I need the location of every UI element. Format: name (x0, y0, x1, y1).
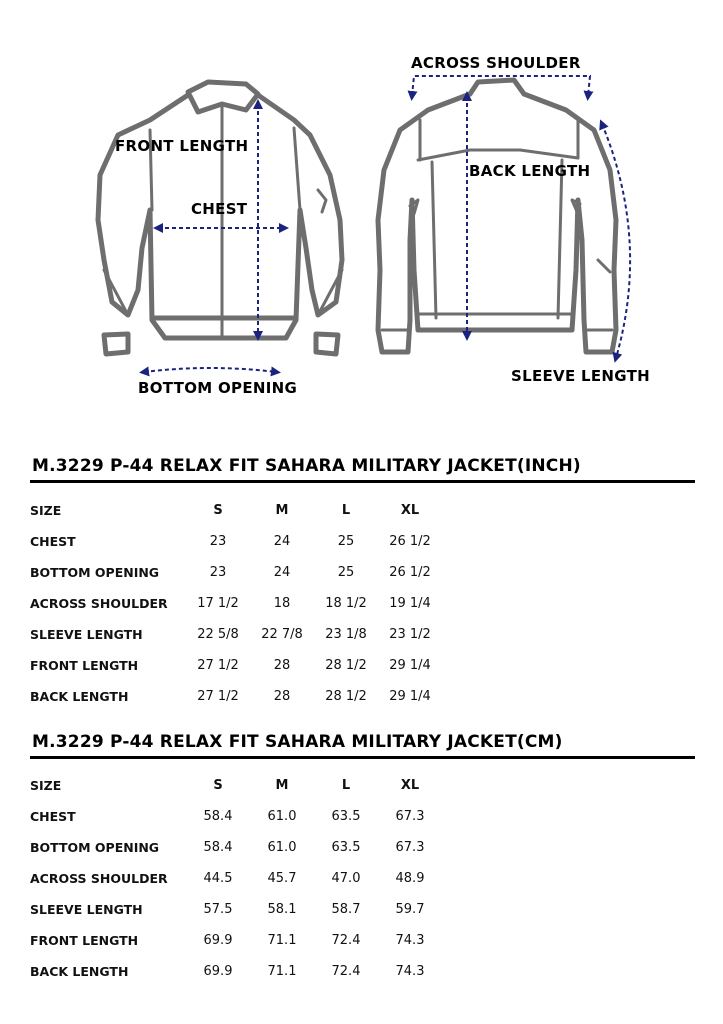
table-row (26, 863, 442, 894)
size-m-header: M (275, 503, 289, 518)
cell-value: 47.0 (331, 871, 361, 886)
cell-value: 22 5/8 (197, 627, 239, 642)
table-row (26, 557, 442, 588)
cm-size-table (26, 770, 442, 987)
bottom-opening-arrow (144, 368, 276, 372)
size-s-header: S (213, 503, 223, 518)
cell-value: 23 (209, 565, 227, 580)
cm-table-title: M.3229 P-44 RELAX FIT SAHARA MILITARY JACKET(CM) (32, 732, 563, 752)
row-label: ACROSS SHOULDER (30, 871, 168, 886)
measurement-diagram (0, 0, 723, 410)
size-xl-header: XL (400, 778, 420, 793)
cell-value: 26 1/2 (389, 534, 431, 549)
front-length-label: FRONT LENGTH (115, 137, 249, 155)
cell-value: 23 (209, 534, 227, 549)
cell-value: 48.9 (395, 871, 425, 886)
row-label: BACK LENGTH (30, 964, 129, 979)
cell-value: 71.1 (267, 933, 297, 948)
size-m-header: M (275, 778, 289, 793)
row-label: BACK LENGTH (30, 689, 129, 704)
cell-value: 45.7 (267, 871, 297, 886)
table-row (26, 801, 442, 832)
cell-value: 18 1/2 (325, 596, 367, 611)
cell-value: 25 (337, 534, 355, 549)
size-header: SIZE (30, 778, 62, 793)
row-label: BOTTOM OPENING (30, 565, 160, 580)
cell-value: 28 (273, 658, 291, 673)
cell-value: 24 (273, 565, 291, 580)
cell-value: 19 1/4 (389, 596, 431, 611)
row-label: SLEEVE LENGTH (30, 902, 143, 917)
size-l-header: L (341, 778, 351, 793)
cell-value: 69.9 (203, 933, 233, 948)
inch-table-divider (30, 480, 695, 483)
cell-value: 69.9 (203, 964, 233, 979)
table-row (26, 894, 442, 925)
size-l-header: L (341, 503, 351, 518)
row-label: ACROSS SHOULDER (30, 596, 168, 611)
table-row (26, 925, 442, 956)
row-label: CHEST (30, 809, 76, 824)
cell-value: 74.3 (395, 964, 425, 979)
row-label: BOTTOM OPENING (30, 840, 160, 855)
table-row (26, 956, 442, 987)
table-row (26, 619, 442, 650)
cell-value: 71.1 (267, 964, 297, 979)
cell-value: 26 1/2 (389, 565, 431, 580)
cell-value: 67.3 (395, 840, 425, 855)
cm-table-divider (30, 756, 695, 759)
size-s-header: S (213, 778, 223, 793)
cell-value: 57.5 (203, 902, 233, 917)
cell-value: 67.3 (395, 809, 425, 824)
cell-value: 29 1/4 (389, 689, 431, 704)
sleeve-length-label: SLEEVE LENGTH (511, 367, 651, 385)
cell-value: 61.0 (267, 840, 297, 855)
cell-value: 28 1/2 (325, 689, 367, 704)
table-row (26, 588, 442, 619)
cell-value: 58.4 (203, 809, 233, 824)
row-label: FRONT LENGTH (30, 658, 139, 673)
cell-value: 28 (273, 689, 291, 704)
cell-value: 74.3 (395, 933, 425, 948)
cell-value: 72.4 (331, 933, 361, 948)
back-jacket-outline (378, 80, 616, 352)
cell-value: 63.5 (331, 840, 361, 855)
bottom-opening-label: BOTTOM OPENING (138, 379, 298, 397)
cell-value: 44.5 (203, 871, 233, 886)
size-xl-header: XL (400, 503, 420, 518)
cell-value: 23 1/8 (325, 627, 367, 642)
size-header: SIZE (30, 503, 62, 518)
cell-value: 58.1 (267, 902, 297, 917)
cell-value: 58.4 (203, 840, 233, 855)
across-shoulder-label: ACROSS SHOULDER (411, 54, 581, 72)
row-label: CHEST (30, 534, 76, 549)
row-label: SLEEVE LENGTH (30, 627, 143, 642)
cell-value: 24 (273, 534, 291, 549)
table-header-row (26, 495, 442, 526)
table-row (26, 650, 442, 681)
table-header-row (26, 770, 442, 801)
table-row (26, 832, 442, 863)
table-row (26, 526, 442, 557)
cell-value: 29 1/4 (389, 658, 431, 673)
chest-label: CHEST (191, 200, 248, 218)
cell-value: 17 1/2 (197, 596, 239, 611)
cell-value: 25 (337, 565, 355, 580)
cell-value: 27 1/2 (197, 658, 239, 673)
table-row (26, 681, 442, 712)
row-label: FRONT LENGTH (30, 933, 139, 948)
cell-value: 27 1/2 (197, 689, 239, 704)
cell-value: 72.4 (331, 964, 361, 979)
inch-size-table (26, 495, 442, 712)
cell-value: 28 1/2 (325, 658, 367, 673)
front-jacket-outline (98, 82, 342, 354)
cell-value: 58.7 (331, 902, 361, 917)
back-length-label: BACK LENGTH (469, 162, 591, 180)
cell-value: 18 (273, 596, 291, 611)
cell-value: 63.5 (331, 809, 361, 824)
cell-value: 59.7 (395, 902, 425, 917)
cell-value: 22 7/8 (261, 627, 303, 642)
cell-value: 61.0 (267, 809, 297, 824)
cell-value: 23 1/2 (389, 627, 431, 642)
inch-table-title: M.3229 P-44 RELAX FIT SAHARA MILITARY JACKET(INCH) (32, 456, 581, 476)
